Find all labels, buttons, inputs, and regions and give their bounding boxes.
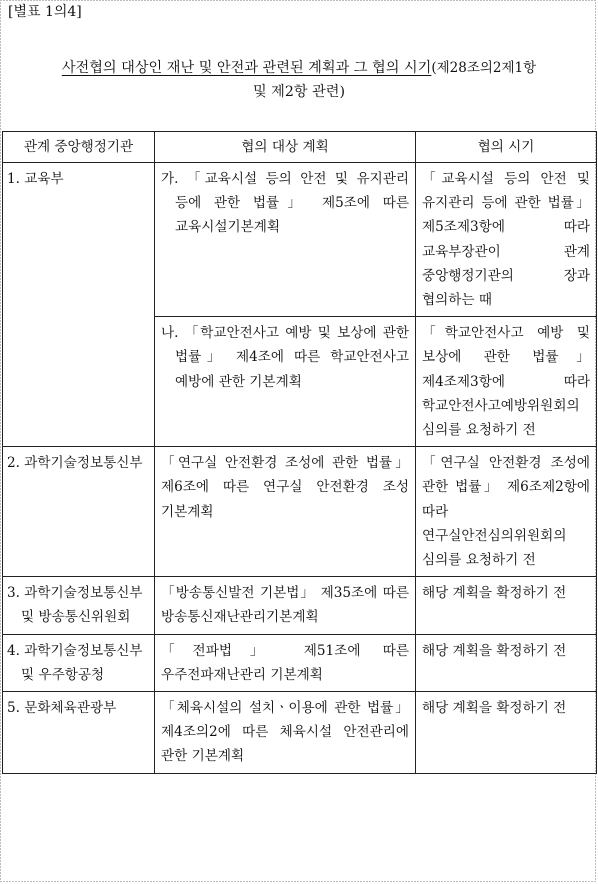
table-header-row [3,132,597,163]
plan-cell: 나. 「학교안전사고 예방 및 보상에 관한 법률」 제4조에 따른 학교안전사고 예방에 관한 기본계획 [155,317,416,447]
agency-cell: 5. 문화체육관광부 [3,692,155,774]
timing-cell: 「교육시설 등의 안전 및 유지관리 등에 관한 법률」 제5조제3항에 따라 교육부장관이 관계 중앙행정기관의 장과 협의하는 때 [416,163,597,317]
timing-cell: 해당 계획을 확정하기 전 [416,634,597,691]
document-title [0,56,598,104]
title-main: 사전협의 대상인 재난 및 안전과 관련된 계획과 그 협의 시기 [61,60,432,76]
timing-cell: 해당 계획을 확정하기 전 [416,692,597,774]
plan-cell: 가. 「교육시설 등의 안전 및 유지관리 등에 관한 법률」 제5조에 따른 교육시설기본계획 [155,163,416,317]
title-ref: (제28조의2제1항 [431,60,537,76]
title-line2: 및 제2항 관련) [252,84,346,100]
plan-cell: 「체육시설의 설치ㆍ이용에 관한 법률」 제4조의2에 따른 체육시설 안전관리에 관한 기본계획 [155,692,416,774]
agency-cell: 2. 과학기술정보통신부 [3,447,155,577]
agency-cell: 4. 과학기술정보통신부 및 우주항공청 [3,634,155,691]
header-agency: 관계 중앙행정기관 [3,132,155,163]
table-row [3,577,597,634]
timing-cell: 「학교안전사고 예방 및 보상에 관한 법률」 제4조제3항에 따라 학교안전사고예방위원회의 심의를 요청하기 전 [416,317,597,447]
appendix-reference: [별표 1의4] [8,4,82,20]
agency-cell: 1. 교육부 [3,163,155,447]
consultation-table [2,131,597,774]
header-timing: 협의 시기 [416,132,597,163]
plan-cell: 「방송통신발전 기본법」 제35조에 따른 방송통신재난관리기본계획 [155,577,416,634]
table-row [3,634,597,691]
agency-cell: 3. 과학기술정보통신부 및 방송통신위원회 [3,577,155,634]
table-row [3,692,597,774]
plan-cell: 「전파법」 제51조에 따른 우주전파재난관리 기본계획 [155,634,416,691]
table-row [3,447,597,577]
header-plan: 협의 대상 계획 [155,132,416,163]
table-row [3,163,597,317]
timing-cell: 해당 계획을 확정하기 전 [416,577,597,634]
plan-cell: 「연구실 안전환경 조성에 관한 법률」 제6조에 따른 연구실 안전환경 조성 기본계획 [155,447,416,577]
timing-cell: 「연구실 안전환경 조성에 관한 법률」 제6조제2항에 따라 연구실안전심의위원회의 심의를 요청하기 전 [416,447,597,577]
